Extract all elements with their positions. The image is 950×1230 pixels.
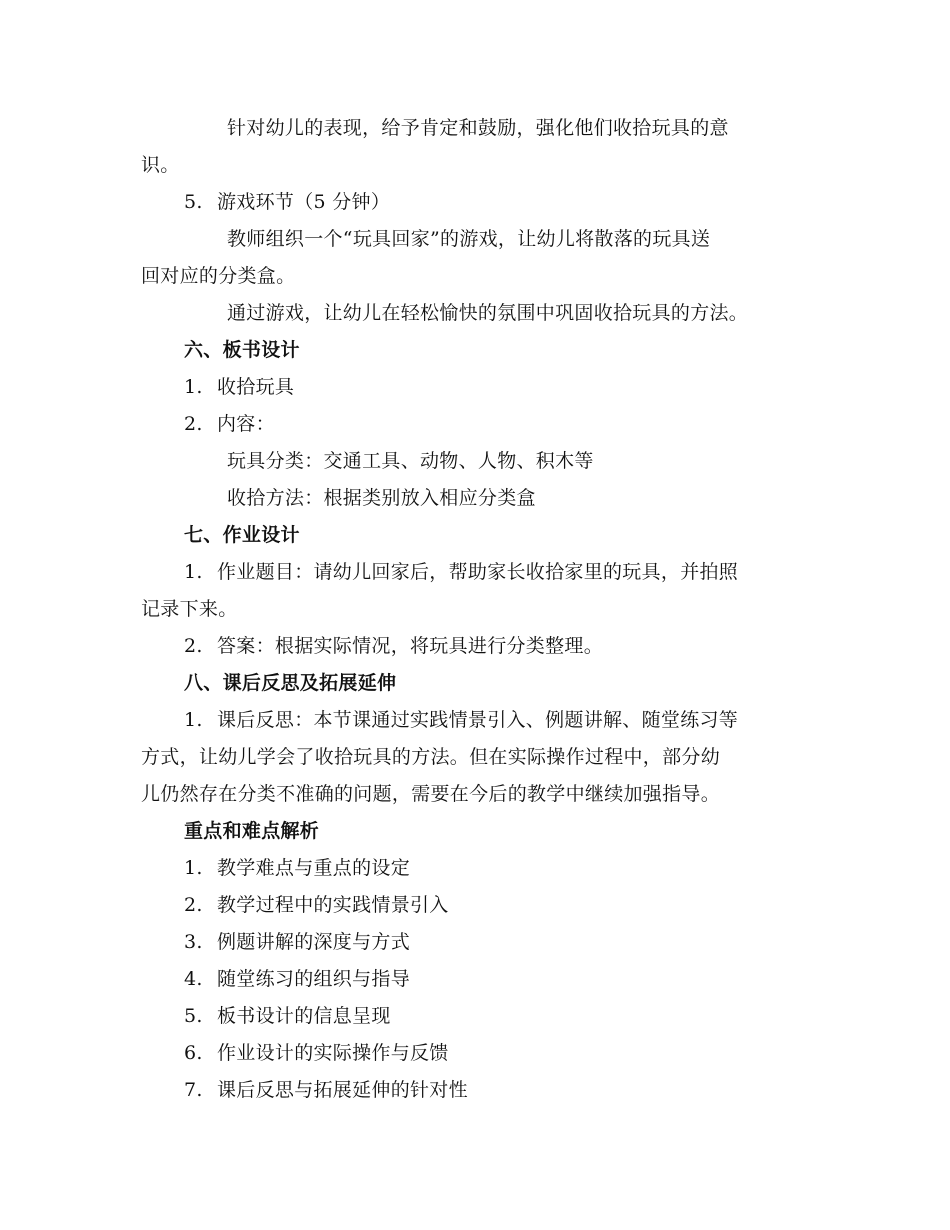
section-heading: 八、课后反思及拓展延伸 bbox=[184, 672, 397, 694]
list-item bbox=[184, 892, 449, 918]
list-item bbox=[184, 559, 738, 585]
list-number: 5. bbox=[184, 191, 203, 213]
list-text: 收拾玩具 bbox=[217, 376, 295, 398]
paragraph-line: 识。 bbox=[141, 154, 180, 176]
section-heading: 重点和难点解析 bbox=[184, 820, 320, 842]
paragraph-line: 教师组织一个“玩具回家”的游戏，让幼儿将散落的玩具送 bbox=[227, 228, 711, 250]
section-heading: 六、板书设计 bbox=[184, 339, 300, 361]
paragraph-line: 记录下来。 bbox=[141, 598, 238, 620]
list-number: 2. bbox=[184, 635, 203, 657]
list-item bbox=[184, 966, 410, 992]
paragraph-line: 通过游戏，让幼儿在轻松愉快的氛围中巩固收拾玩具的方法。 bbox=[227, 302, 749, 324]
list-text: 教学过程中的实践情景引入 bbox=[217, 894, 449, 916]
list-item bbox=[184, 374, 294, 400]
list-text: 例题讲解的深度与方式 bbox=[217, 931, 411, 953]
paragraph-line: 回对应的分类盒。 bbox=[141, 265, 296, 287]
list-item bbox=[184, 411, 275, 437]
list-number: 3. bbox=[184, 931, 203, 953]
list-number: 6. bbox=[184, 1042, 203, 1064]
list-text: 答案：根据实际情况，将玩具进行分类整理。 bbox=[217, 635, 604, 657]
paragraph-line: 儿仍然存在分类不准确的问题，需要在今后的教学中继续加强指导。 bbox=[141, 783, 721, 805]
list-text: 内容： bbox=[217, 413, 275, 435]
list-number: 2. bbox=[184, 413, 203, 435]
sub-item: 收拾方法：根据类别放入相应分类盒 bbox=[227, 487, 536, 509]
list-item bbox=[184, 189, 390, 215]
list-number: 7. bbox=[184, 1079, 203, 1101]
list-item bbox=[184, 855, 410, 881]
list-item bbox=[184, 1040, 449, 1066]
list-text: 作业题目：请幼儿回家后，帮助家长收拾家里的玩具，并拍照 bbox=[217, 561, 739, 583]
list-text: 课后反思：本节课通过实践情景引入、例题讲解、随堂练习等 bbox=[217, 709, 739, 731]
list-number: 1. bbox=[184, 561, 203, 583]
list-text: 板书设计的信息呈现 bbox=[217, 1005, 391, 1027]
paragraph-line: 针对幼儿的表现，给予肯定和鼓励，强化他们收拾玩具的意 bbox=[227, 117, 729, 139]
list-number: 1. bbox=[184, 709, 203, 731]
list-number: 4. bbox=[184, 968, 203, 990]
list-item bbox=[184, 929, 410, 955]
list-item bbox=[184, 707, 738, 733]
list-item bbox=[184, 633, 603, 659]
list-text: 随堂练习的组织与指导 bbox=[217, 968, 411, 990]
list-text: 课后反思与拓展延伸的针对性 bbox=[217, 1079, 468, 1101]
list-number: 2. bbox=[184, 894, 203, 916]
list-text: 游戏环节（5 分钟） bbox=[217, 191, 391, 213]
sub-item: 玩具分类：交通工具、动物、人物、积木等 bbox=[227, 450, 594, 472]
list-item bbox=[184, 1077, 468, 1103]
section-heading: 七、作业设计 bbox=[184, 524, 300, 546]
list-text: 作业设计的实际操作与反馈 bbox=[217, 1042, 449, 1064]
list-number: 5. bbox=[184, 1005, 203, 1027]
list-number: 1. bbox=[184, 376, 203, 398]
list-number: 1. bbox=[184, 857, 203, 879]
paragraph-line: 方式，让幼儿学会了收拾玩具的方法。但在实际操作过程中，部分幼 bbox=[141, 746, 721, 768]
list-text: 教学难点与重点的设定 bbox=[217, 857, 411, 879]
list-item bbox=[184, 1003, 391, 1029]
